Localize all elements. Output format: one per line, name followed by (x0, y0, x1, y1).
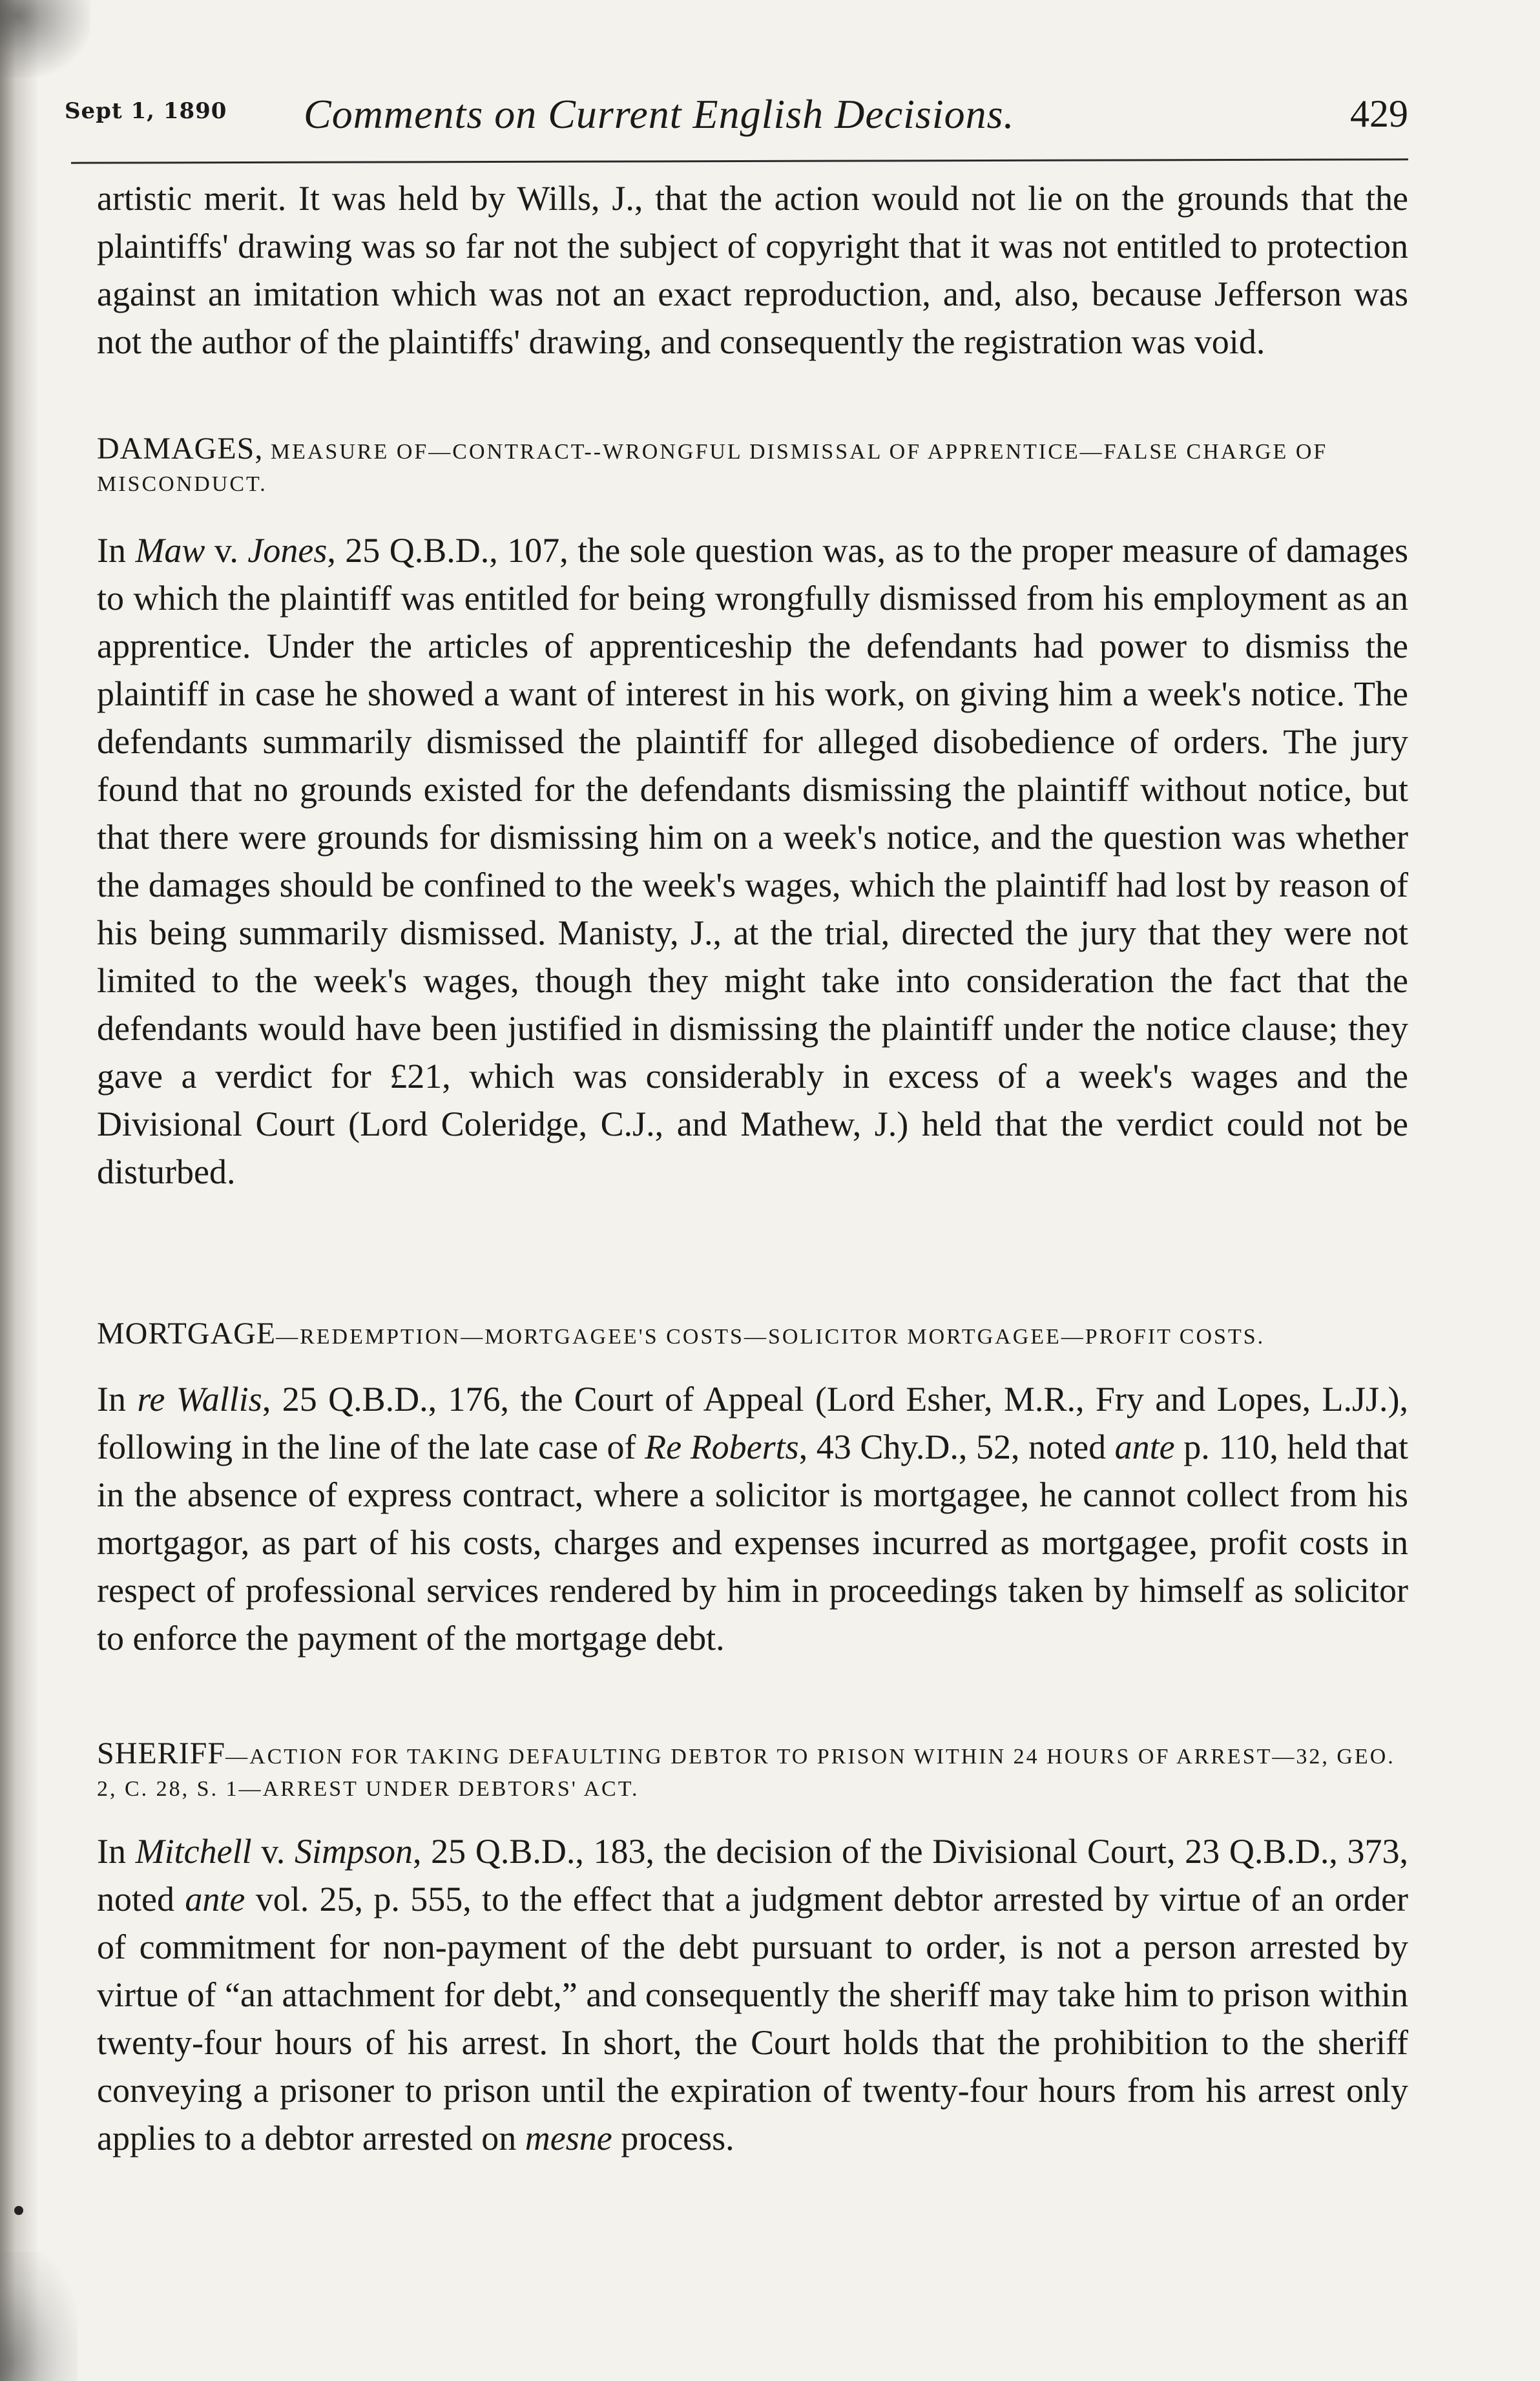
heading-rest: —REDEMPTION—MORTGAGEE'S COSTS—SOLICITOR MORTGAGEE—PROFIT COSTS. (276, 1325, 1265, 1349)
heading-rest: —ACTION FOR TAKING DEFAULTING DEBTOR TO PRISON WITHIN 24 HOURS OF ARREST—32, GEO. 2, C. 28, S. 1—ARREST UNDER DEBTORS' ACT. (97, 1745, 1395, 1801)
ante-ref: ante (1114, 1428, 1175, 1466)
heading-lead: DAMAGES, (97, 431, 264, 466)
paragraph-lead: In (97, 1380, 138, 1419)
header-date: Sept 1, 1890 (65, 98, 227, 124)
paragraph-mid: , 25 Q.B.D., 176, the Court of Appeal (Lord Esher, M.R., Fry and Lopes, L.JJ.), following in the line of the late case of (97, 1380, 1409, 1466)
page-number: 429 (1350, 92, 1408, 135)
section-heading (97, 433, 1408, 501)
section-heading (97, 1738, 1408, 1805)
paragraph-mid2: , 43 Chy.D., 52, noted (798, 1428, 1115, 1466)
ante-ref: ante (185, 1880, 245, 1918)
paragraph-mid: , 25 Q.B.D., 183, the decision of the Divisional Court, 23 Q.B.D., 373, noted (97, 1832, 1409, 1918)
binding-shadow (0, 0, 39, 2381)
section-copyright-continuation (97, 174, 1408, 366)
corner-smudge-bottom (0, 2252, 78, 2381)
section-heading (97, 1318, 1408, 1353)
mesne-term: mesne (525, 2119, 612, 2157)
case-party: Jones (247, 531, 328, 570)
paragraph-body: vol. 25, p. 555, to the effect that a judgment debtor arrested by virtue of an order of commitment for non-payment of the debt pursuant to order, is not a person arrested by virtue of “an attachment for debt,” and consequently the sheriff may take him to prison within twenty-four hours of his arrest. In short, the Court holds that the prohibition to the sheriff conveying a prisoner to prison until the expiration of twenty-four hours from his arrest only applies to a debtor arrested on (97, 1880, 1408, 2157)
running-header (65, 90, 1408, 161)
section-sheriff (97, 1738, 1408, 2162)
paragraph: artistic merit. It was held by Wills, J., that the action would not lie on the grounds that the plaintiffs' drawing was so far not the subject of copyright that it was not entitled to protection against an imitation which was not an exact reproduction, and, also, because Jefferson was not the author of the plaintiffs' drawing, and consequently the registration was void. (97, 179, 1408, 361)
margin-ink-dot (14, 2206, 23, 2215)
case-name: re Wallis (137, 1380, 262, 1419)
paragraph-body: , 25 Q.B.D., 107, the sole question was, as to the proper measure of damages to which the plaintiff was entitled for being wrongfully dismissed from his employment as an apprentice. Under the articles of apprenticeship the defendants had power to dismiss the plaintiff in case he showed a want of interest in his work, on giving him a week's notice. The defendants summarily dismissed the plaintiff for alleged disobedience of orders. The jury found that no grounds existed for the defendants dismissing the plaintiff without notice, but that there were grounds for dismissing him on a week's notice, and the question was whether the damages should be confined to the week's wages, which the plaintiff had lost by reason of his being summarily dismissed. Manisty, J., at the trial, directed the jury that they were not limited to the week's wages, though they might take into consideration the fact that the defendants would have been justified in dismissing the plaintiff under the notice clause; they gave a verdict for £21, which was considerably in excess of a week's wages and the Divisional Court (Lord Coleridge, C.J., and Mathew, J.) held that the verdict could not be disturbed. (97, 531, 1408, 1191)
corner-smudge (0, 0, 90, 78)
case-v: v. (205, 531, 248, 570)
section-damages (97, 433, 1408, 1196)
paragraph-body: p. 110, held that in the absence of express contract, where a solicitor is mortgagee, he cannot collect from his mortgagor, as part of his costs, charges and expenses incurred as mortgagee, profit costs in respect of professional services rendered by him in proceedings taken by himself as solicitor to enforce the payment of the mortgage debt. (97, 1428, 1408, 1658)
paragraph-lead: In (97, 531, 136, 570)
paragraph-lead: In (97, 1832, 136, 1871)
case-name: Maw (135, 531, 205, 570)
paragraph (97, 526, 1408, 1196)
section-mortgage (97, 1318, 1408, 1662)
case-name: Mitchell (135, 1832, 252, 1871)
paragraph (97, 1375, 1408, 1662)
heading-rest: MEASURE OF—CONTRACT--WRONGFUL DISMISSAL OF APPRENTICE—FALSE CHARGE OF MISCONDUCT. (97, 440, 1328, 496)
paragraph-end: process. (612, 2119, 734, 2157)
case-ref: Re Roberts (645, 1428, 799, 1466)
header-title: Comments on Current English Decisions. (304, 91, 1015, 137)
paragraph (97, 1827, 1408, 2162)
case-party: Simpson (294, 1832, 413, 1871)
case-v: v. (251, 1832, 295, 1871)
heading-lead: MORTGAGE (97, 1316, 276, 1351)
heading-lead: SHERIFF (97, 1736, 226, 1771)
